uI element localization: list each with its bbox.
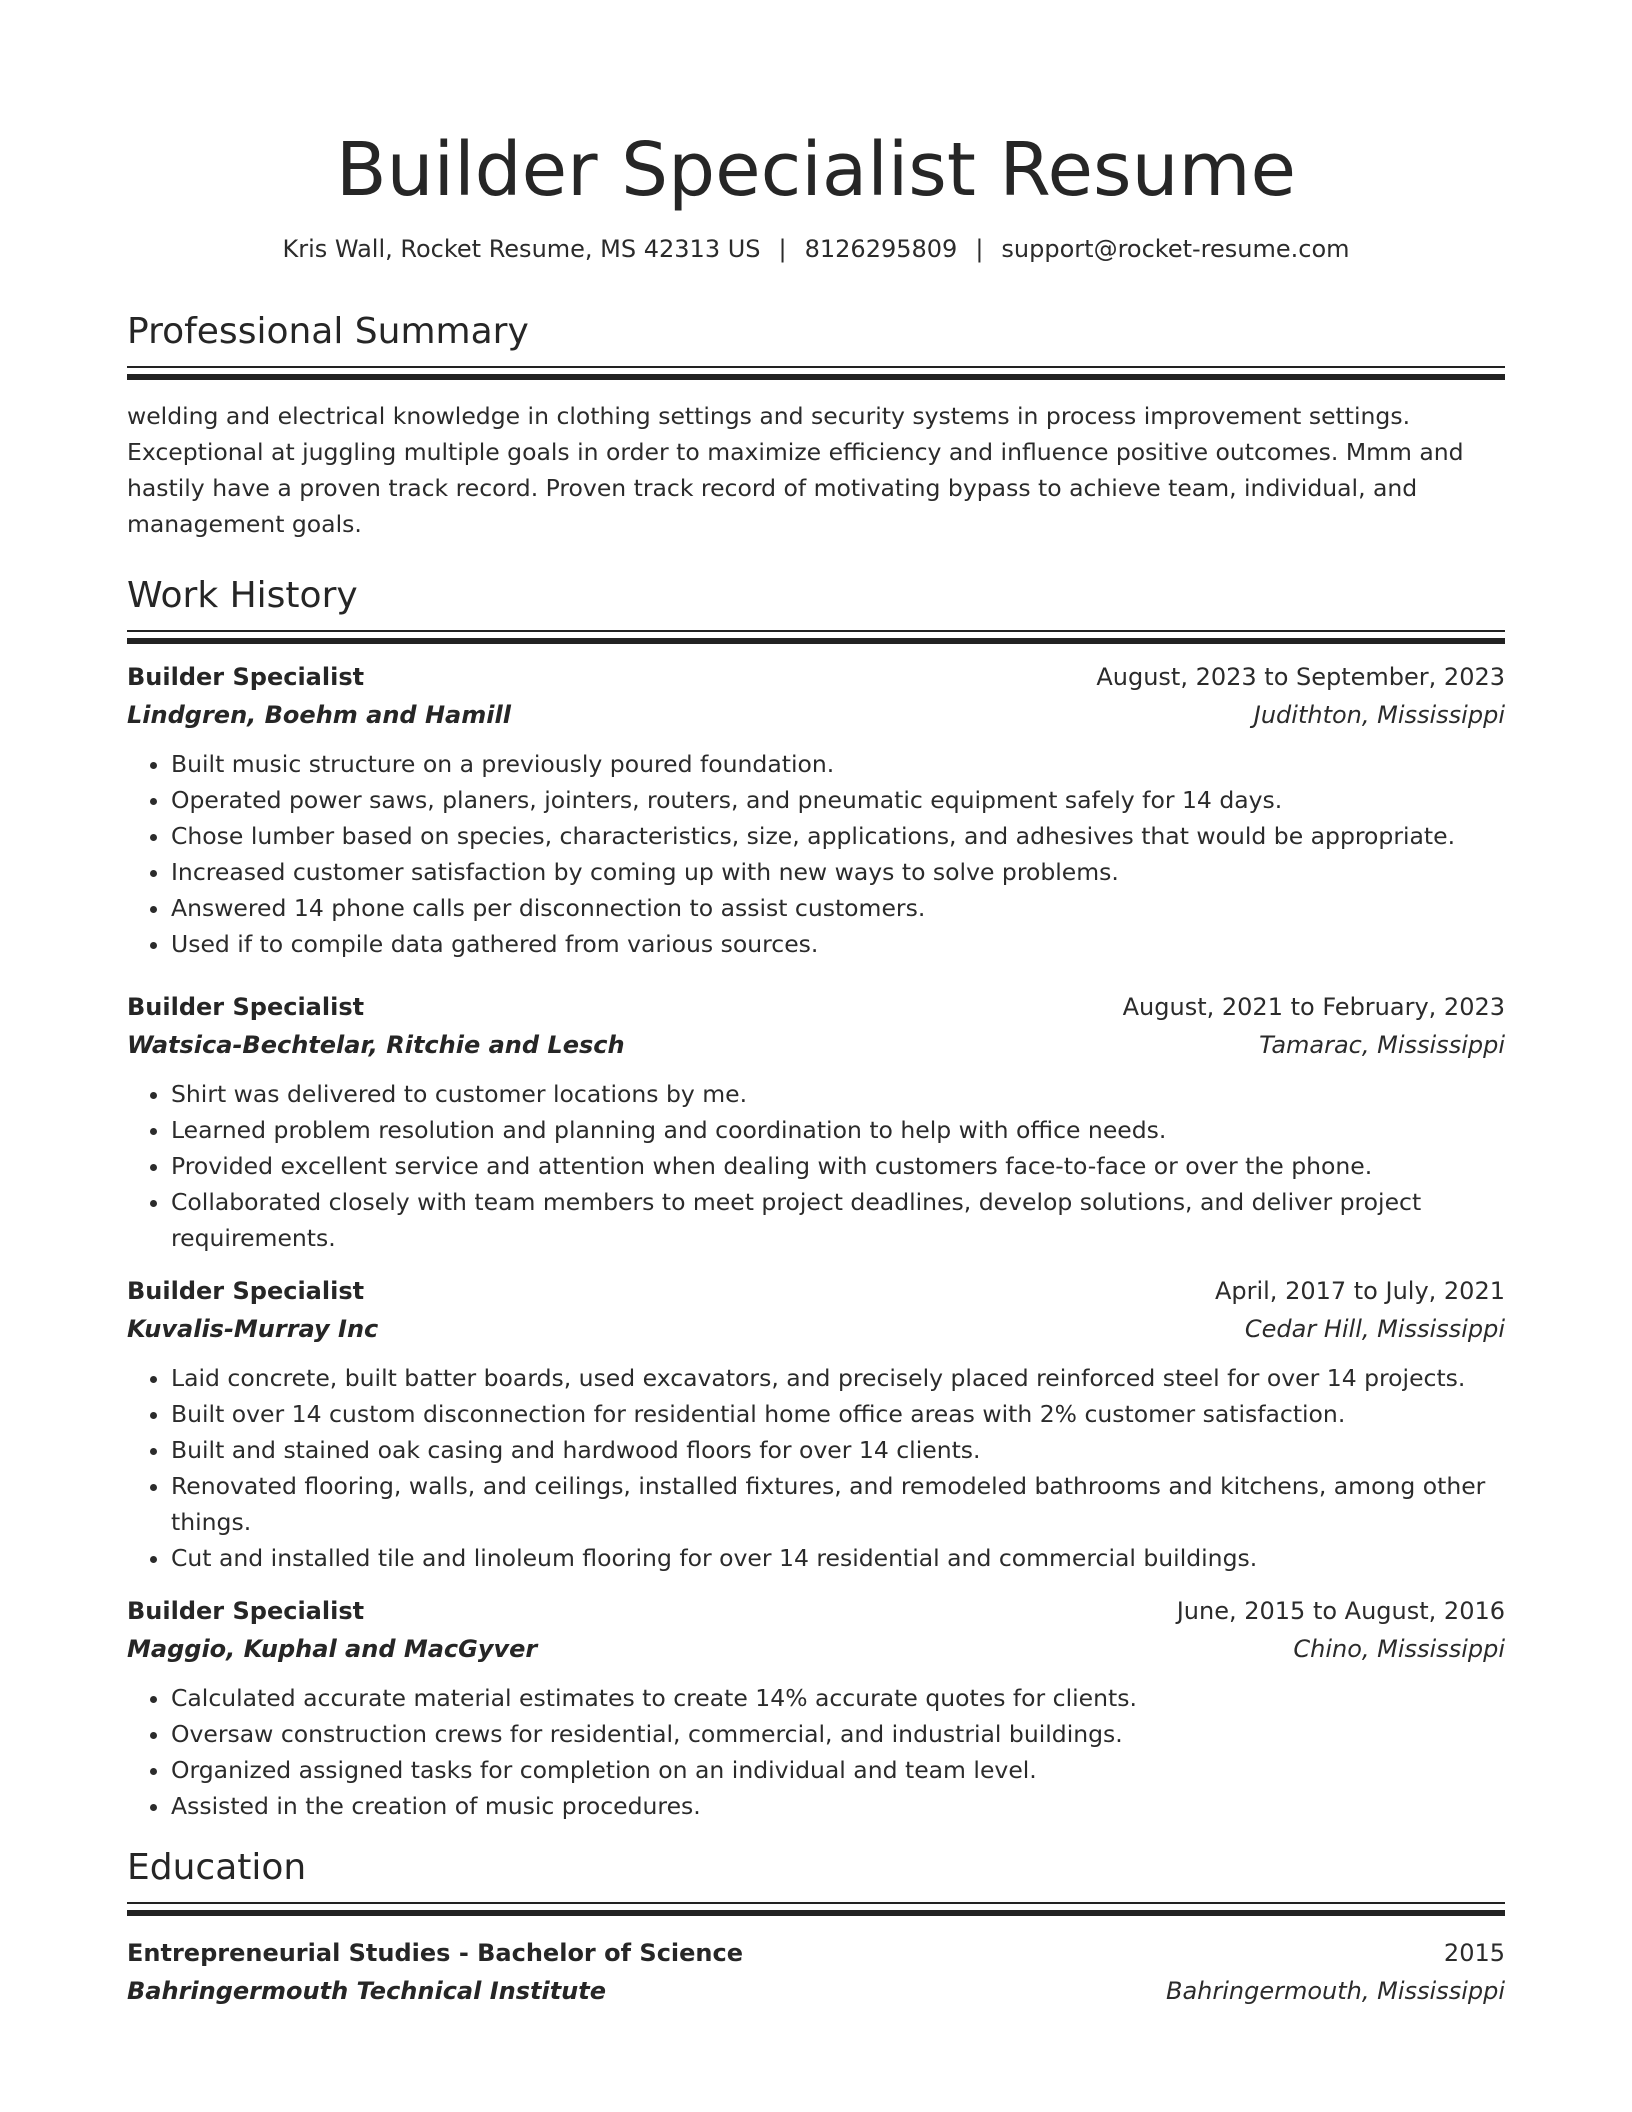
contact-line: [127, 232, 1505, 266]
job-employer-row: [127, 1630, 1505, 1668]
job-bullet: • Increased customer satisfaction by coming up with new ways to solve problems.: [171, 854, 1505, 890]
education-location: Bahringermouth, Mississippi: [1165, 1977, 1505, 2005]
job-bullet: • Oversaw construction crews for residential, commercial, and industrial buildings.: [171, 1716, 1505, 1752]
job-entry: [127, 1272, 1505, 1576]
job-bullet: • Laid concrete, built batter boards, used excavators, and precisely placed reinforced steel for over 14 projects.: [171, 1360, 1505, 1396]
job-bullets: [127, 1360, 1505, 1576]
job-bullet: • Operated power saws, planers, jointers, routers, and pneumatic equipment safely for 14 days.: [171, 782, 1505, 818]
job-bullet: • Provided excellent service and attention when dealing with customers face-to-face or over the phone.: [171, 1148, 1505, 1184]
job-bullet: • Chose lumber based on species, characteristics, size, applications, and adhesives that would be appropriate.: [171, 818, 1505, 854]
education-school-row: [127, 1972, 1505, 2010]
section-rule-thick: [127, 1910, 1505, 1916]
job-entry: [127, 1592, 1505, 1824]
education-degree: Entrepreneurial Studies - Bachelor of Science: [127, 1939, 744, 1967]
section-rule-thin: [127, 1902, 1505, 1904]
job-bullet: • Learned problem resolution and planning and coordination to help with office needs.: [171, 1112, 1505, 1148]
job-bullet: • Collaborated closely with team members to meet project deadlines, develop solutions, and deliver project requirements.: [171, 1184, 1505, 1256]
contact-separator: |: [778, 235, 787, 263]
job-employer: Kuvalis-Murray Inc: [127, 1315, 379, 1343]
job-bullet: • Built and stained oak casing and hardwood floors for over 14 clients.: [171, 1432, 1505, 1468]
job-bullet: • Built music structure on a previously poured foundation.: [171, 746, 1505, 782]
job-header-row: [127, 1272, 1505, 1310]
contact-address: Kris Wall, Rocket Resume, MS 42313 US: [282, 235, 761, 263]
job-header-row: [127, 658, 1505, 696]
job-location: Tamarac, Mississippi: [1259, 1031, 1505, 1059]
work-history-section: [127, 572, 1505, 1824]
job-header-row: [127, 988, 1505, 1026]
contact-separator: |: [975, 235, 984, 263]
job-bullet: • Cut and installed tile and linoleum flooring for over 14 residential and commercial buildings.: [171, 1540, 1505, 1576]
job-dates: August, 2023 to September, 2023: [1096, 663, 1505, 691]
job-entry: [127, 658, 1505, 962]
education-school: Bahringermouth Technical Institute: [127, 1977, 607, 2005]
education-year: 2015: [1443, 1939, 1505, 1967]
resume-title: Builder Specialist Resume: [335, 127, 1297, 213]
job-location: Judithton, Mississippi: [1253, 701, 1505, 729]
education-section: [127, 1844, 1505, 2010]
job-title: Builder Specialist: [127, 1597, 365, 1625]
job-bullet: • Renovated flooring, walls, and ceilings, installed fixtures, and remodeled bathrooms and kitchens, among other things.: [171, 1468, 1505, 1540]
job-location: Chino, Mississippi: [1293, 1635, 1505, 1663]
job-bullets: [127, 1680, 1505, 1824]
job-employer-row: [127, 1310, 1505, 1348]
job-bullet: • Organized assigned tasks for completion on an individual and team level.: [171, 1752, 1505, 1788]
job-bullet: • Assisted in the creation of music procedures.: [171, 1788, 1505, 1824]
job-employer: Watsica-Bechtelar, Ritchie and Lesch: [127, 1031, 625, 1059]
job-bullet: • Shirt was delivered to customer locations by me.: [171, 1076, 1505, 1112]
job-bullet: • Built over 14 custom disconnection for residential home office areas with 2% customer satisfaction.: [171, 1396, 1505, 1432]
summary-heading: Professional Summary: [127, 311, 529, 352]
education-header-row: [127, 1934, 1505, 1972]
work-history-heading: Work History: [127, 575, 358, 616]
education-heading: Education: [127, 1847, 307, 1888]
education-entry: [127, 1934, 1505, 2010]
job-employer-row: [127, 1026, 1505, 1064]
job-dates: June, 2015 to August, 2016: [1176, 1597, 1505, 1625]
job-title: Builder Specialist: [127, 1277, 365, 1305]
job-employer-row: [127, 696, 1505, 734]
job-title: Builder Specialist: [127, 993, 365, 1021]
section-rule-thick: [127, 374, 1505, 380]
job-employer: Lindgren, Boehm and Hamill: [127, 701, 511, 729]
job-bullet: • Used if to compile data gathered from various sources.: [171, 926, 1505, 962]
section-rule-thin: [127, 366, 1505, 368]
summary-text: welding and electrical knowledge in clothing settings and security systems in process improvement settings. Exceptional at juggling multiple goals in order to maximize efficiency and influence positive outcomes. Mmm and hastily have a proven track record. Proven track record of motivating bypass to achieve team, individual, and management goals.: [127, 402, 1464, 538]
contact-phone: 8126295809: [804, 235, 958, 263]
job-dates: August, 2021 to February, 2023: [1122, 993, 1505, 1021]
job-location: Cedar Hill, Mississippi: [1244, 1315, 1505, 1343]
summary-section: [127, 308, 1505, 542]
section-rule-thin: [127, 630, 1505, 632]
job-entry: [127, 988, 1505, 1256]
section-rule-thick: [127, 638, 1505, 644]
job-title: Builder Specialist: [127, 663, 365, 691]
job-employer: Maggio, Kuphal and MacGyver: [127, 1635, 538, 1663]
job-header-row: [127, 1592, 1505, 1630]
job-bullets: [127, 746, 1505, 962]
job-bullet: • Calculated accurate material estimates to create 14% accurate quotes for clients.: [171, 1680, 1505, 1716]
job-dates: April, 2017 to July, 2021: [1214, 1277, 1505, 1305]
job-bullets: [127, 1076, 1505, 1256]
contact-email: support@rocket-resume.com: [1001, 235, 1350, 263]
job-bullet: • Answered 14 phone calls per disconnection to assist customers.: [171, 890, 1505, 926]
